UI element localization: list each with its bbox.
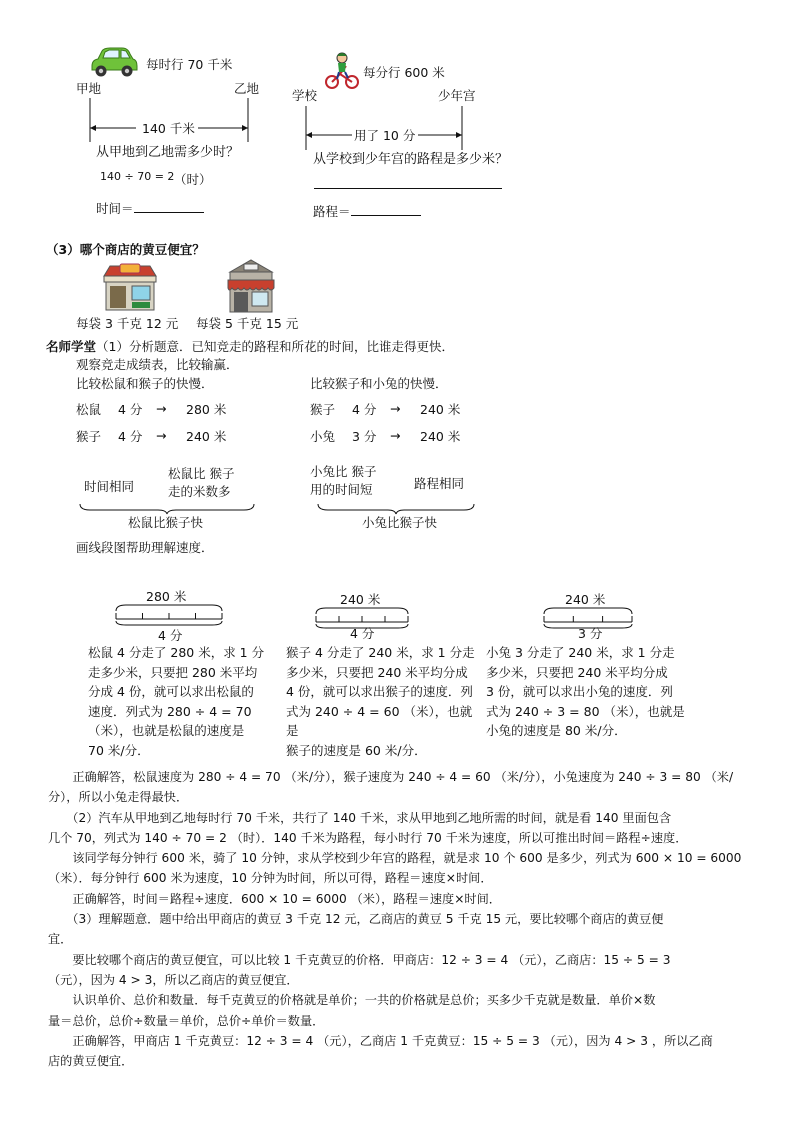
car-speed: 每时行 70 千米 xyxy=(146,57,233,72)
answer-2: 路程＝ xyxy=(313,203,421,219)
left-brace xyxy=(78,502,256,514)
left-row-name-1: 松鼠 xyxy=(76,402,102,417)
right-row-time-2: 3 分 xyxy=(352,429,377,444)
segment-3-top: 240 米 xyxy=(565,592,606,607)
distance-label: 140 千米 xyxy=(142,121,195,136)
diagram-note: 画线段图帮助理解速度． xyxy=(76,540,214,555)
answer-blank-2[interactable] xyxy=(351,203,421,216)
segment-2-bottom: 4 分 xyxy=(350,626,375,641)
arrow-icon: → xyxy=(390,428,401,443)
shop1-price: 每袋 3 千克 12 元 xyxy=(76,316,179,331)
unit-1: （时） xyxy=(174,172,212,187)
explain-squirrel: 松鼠 4 分走了 280 米，求 1 分 走多少米，只要把 280 米平均 分成 4 份，就可以求出松鼠的 速度．列式为 280 ÷ 4 = 70 （米），也就是松鼠的速度是 70 米/分． xyxy=(88,645,265,758)
left-row-dist-2: 240 米 xyxy=(186,429,227,444)
segment-3-bottom: 3 分 xyxy=(578,626,603,641)
segment-1-top: 280 米 xyxy=(146,589,187,604)
left-row-dist-1: 280 米 xyxy=(186,402,227,417)
question-2: 从学校到少年宫的路程是多少米？ xyxy=(313,152,509,167)
end-label: 乙地 xyxy=(234,81,260,96)
right-criterion-1b: 用的时间短 xyxy=(310,482,373,497)
store-icon xyxy=(224,258,278,314)
shop-icon xyxy=(102,262,158,312)
left-row-name-2: 猴子 xyxy=(76,429,102,444)
arrow-icon: → xyxy=(390,401,401,416)
right-brace xyxy=(316,502,476,514)
right-criterion-1a: 小兔比 猴子 xyxy=(310,464,377,479)
school-label: 学校 xyxy=(292,88,318,103)
youth-palace-label: 少年宫 xyxy=(438,88,476,103)
analysis-header: 名师学堂（1）分析题意．已知竞走的路程和所花的时间，比谁走得更快． xyxy=(46,339,454,354)
solution-text: 正确解答，松鼠速度为 280 ÷ 4 = 70 （米/分），猴子速度为 240 ÷ 4 = 60 （米/分），小兔速度为 240 ÷ 3 = 80 （米/ 分），所以小兔走得最快． （2）汽车从甲地到乙地每时行 70 千米，共行了 140 千米，求从甲地到乙地所需的时间，就是看 140 里面包含 几个 70，列式为 140 ÷ 70 = 2 （时）．140 千米为路程，每小时行 70 千米为速度，所以可推出时间＝路程÷速度． 该同学每分钟行 600 米，骑了 10 分钟，求从学校到少年宫的路程，就是求 10 个 600 是多少，列式为 600 × 10 = 6000 （米）．每分钟行 600 米为速度，10 分钟为时间，所以可得，路程＝速度×时间． 正确解答，时间＝路程÷速度．600 × 10 = 6000 （米），路程＝速度×时间． （3）理解题意．题中给出甲商店的黄豆 3 千克 12 元，乙商店的黄豆 5 千克 15 元，要比较哪个商店的黄豆便 宜． 要比较哪个商店的黄豆便宜，可以比较 1 千克黄豆的价格．甲商店：12 ÷ 3 = 4 （元），乙商店：15 ÷ 5 = 3 （元），因为 4 > 3，所以乙商店的黄豆便宜． 认识单价、总价和数量．每千克黄豆的价格就是单价；一共的价格就是总价；买多少千克就是数量．单价×数 量＝总价，总价÷数量＝单价，总价÷单价＝数量． 正确解答，甲商店 1 千克黄豆：12 ÷ 3 = 4 （元），乙商店 1 千克黄豆：15 ÷ 5 = 3 （元），因为 4 > 3 ，所以乙商 店的黄豆便宜． xyxy=(48,770,742,1069)
answer-line-2[interactable] xyxy=(314,188,502,189)
left-criterion-1: 时间相同 xyxy=(84,479,135,494)
left-row-time-1: 4 分 xyxy=(118,402,143,417)
problem-3-title: （3）哪个商店的黄豆便宜？ xyxy=(46,242,205,257)
explain-monkey: 猴子 4 分走了 240 米，求 1 分走 多少米，只要把 240 米平均分成 4 份，就可以求出猴子的速度．列 式为 240 ÷ 4 = 60 （米），也就是 猴子的速度是 60 米/分． xyxy=(286,645,475,758)
analysis-line2: 观察竞走成绩表，比较输赢． xyxy=(76,357,239,372)
expression-1: 140 ÷ 70 = 2 xyxy=(100,170,175,183)
right-conclusion: 小兔比猴子快 xyxy=(362,515,438,530)
left-row-time-2: 4 分 xyxy=(118,429,143,444)
segment-1-bottom: 4 分 xyxy=(158,628,183,643)
left-compare-title: 比较松鼠和猴子的快慢． xyxy=(76,376,214,391)
time-used-label: 用了 10 分 xyxy=(354,128,416,143)
left-criterion-2b: 走的米数多 xyxy=(168,484,231,499)
answer-1: 时间＝ xyxy=(96,200,204,216)
car-icon xyxy=(86,46,138,78)
arrow-icon: → xyxy=(156,428,167,443)
segment-2-top: 240 米 xyxy=(340,592,381,607)
left-criterion-2a: 松鼠比 猴子 xyxy=(168,466,235,481)
arrow-icon: → xyxy=(156,401,167,416)
start-label: 甲地 xyxy=(76,81,102,96)
right-row-time-1: 4 分 xyxy=(352,402,377,417)
cyclist-icon xyxy=(324,52,360,90)
right-row-dist-2: 240 米 xyxy=(420,429,461,444)
right-criterion-2: 路程相同 xyxy=(414,476,465,491)
segment-diagram-1 xyxy=(114,603,224,627)
answer-blank-1[interactable] xyxy=(134,200,204,213)
cyclist-speed: 每分行 600 米 xyxy=(363,65,445,80)
question-1: 从甲地到乙地需多少时？ xyxy=(96,145,240,160)
right-compare-title: 比较猴子和小兔的快慢． xyxy=(310,376,448,391)
left-conclusion: 松鼠比猴子快 xyxy=(128,515,204,530)
right-row-name-2: 小兔 xyxy=(310,429,336,444)
right-row-dist-1: 240 米 xyxy=(420,402,461,417)
explain-rabbit: 小兔 3 分走了 240 米，求 1 分走 多少米，只要把 240 米平均分成 3 份，就可以求出小兔的速度．列 式为 240 ÷ 3 = 80 （米），也就是 小兔的速度是 80 米/分． xyxy=(486,645,685,738)
shop2-price: 每袋 5 千克 15 元 xyxy=(196,316,299,331)
right-row-name-1: 猴子 xyxy=(310,402,336,417)
